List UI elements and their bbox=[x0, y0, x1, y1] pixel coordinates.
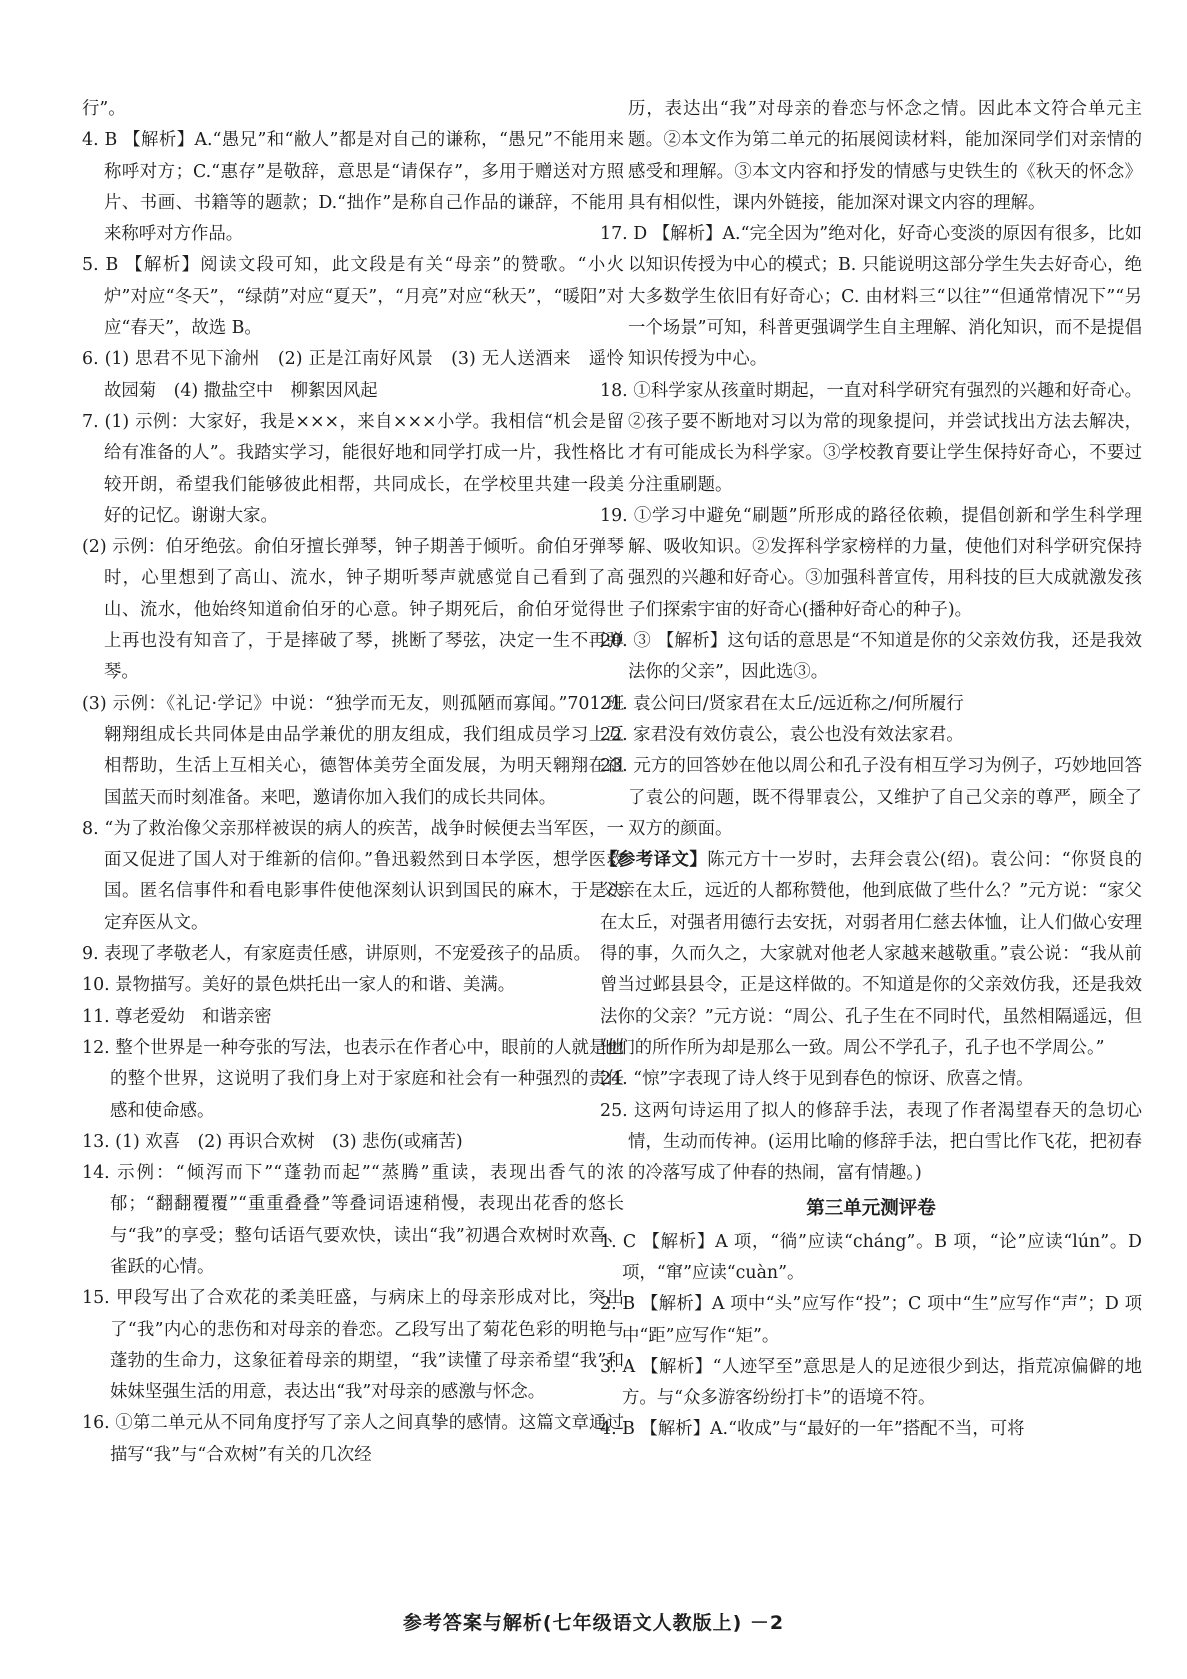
answer-5: 5. B 【解析】阅读文段可知，此文段是有关“母亲”的赞歌。“小火炉”对应“冬天”，“绿荫”对应“夏天”，“月亮”对应“秋天”，“暖阳”对应“春天”，故选 B。 bbox=[82, 255, 624, 339]
section3-answer-3: 3. A 【解析】“人迹罕至”意思是人的足迹很少到达，指荒凉偏僻的地方。与“众多游客纷纷打卡”的语境不符。 bbox=[600, 1356, 1142, 1409]
answer-22: 22. 家君没有效仿袁公，袁公也没有效法家君。 bbox=[600, 724, 964, 745]
answer-16-continued: 历，表达出“我”对母亲的眷恋与怀念之情。因此本文符合单元主题。②本文作为第二单元的拓展阅读材料，能加深同学们对亲情的感受和理解。③本文内容和抒发的情感与史铁生的《秋天的怀念》具有相似性，课内外链接，能加深对课文内容的理解。 bbox=[628, 99, 1142, 213]
section3-answer-2: 2. B 【解析】A 项中“头”应写作“投”；C 项中“生”应写作“声”；D 项中“距”应写作“矩”。 bbox=[600, 1294, 1142, 1346]
right-column bbox=[600, 94, 1142, 1446]
answer-25-note: (运用比喻的修辞手法，把白雪比作飞花，把初春的冷落写成了仲春的热闹，富有情趣。) bbox=[628, 1131, 1142, 1184]
section3-answer-4: 4. B 【解析】A.“收成”与“最好的一年”搭配不当，可将 bbox=[600, 1419, 1025, 1440]
answer-15: 15. 甲段写出了合欢花的柔美旺盛，与病床上的母亲形成对比，突出了“我”内心的悲伤和对母亲的眷恋。乙段写出了菊花色彩的明艳与蓬勃的生命力，这象征着母亲的期望，“我”读懂了母亲希望“我”和妹妹坚强生活的用意，表达出“我”对母亲的感激与怀念。 bbox=[82, 1288, 624, 1403]
answer-6: 6. (1) 思君不见下渝州 (2) 正是江南好风景 (3) 无人送酒来 遥怜故园菊 (4) 撒盐空中 柳絮因风起 bbox=[82, 349, 624, 401]
answer-7-1: 7. (1) 示例：大家好，我是×××，来自×××小学。我相信“机会是留给有准备的人”。我踏实学习，能很好地和同学打成一片，我性格比较开朗，希望我们能够彼此相帮，共同成长，在学校里共建一段美好的记忆。谢谢大家。 bbox=[82, 411, 624, 526]
answer-7-3: (3) 示例：《礼记·学记》中说：“独学而无友，则孤陋而寡闻。”701 班翱翔组成长共同体是由品学兼优的朋友组成，我们组成员学习上互相帮助，生活上互相关心，德智体美劳全面发展，为明天翱翔在祖国蓝天而时刻准备。来吧，邀请你加入我们的成长共同体。 bbox=[82, 693, 624, 808]
translation-label: 【参考译文】 bbox=[600, 850, 708, 871]
answer-continuation: 行”。 bbox=[82, 99, 126, 119]
answer-17: 17. D 【解析】A.“完全因为”绝对化，好奇心变淡的原因有很多，比如以知识传授为中心的模式；B. 只能说明这部分学生失去好奇心，绝大多数学生依旧有好奇心；C. 由材料三“以往”“但通常情况下”“另一个场景”可知，科普更强调学生自主理解、消化知识，而不是提倡知识传授为中心。 bbox=[600, 224, 1142, 370]
left-column bbox=[82, 94, 624, 1471]
answer-9: 9. 表现了孝敬老人，有家庭责任感，讲原则，不宠爱孩子的品质。 bbox=[82, 944, 592, 965]
answer-4: 4. B 【解析】A.“愚兄”和“敝人”都是对自己的谦称，“愚兄”不能用来称呼对方；C.“惠存”是敬辞，意思是“请保存”，多用于赠送对方照片、书画、书籍等的题款；D.“拙作”是称自己作品的谦辞，不能用来称呼对方作品。 bbox=[82, 130, 624, 245]
reference-translation bbox=[600, 845, 1142, 1064]
answer-19: 19. ①学习中避免“刷题”所形成的路径依赖，提倡创新和学生科学理解、吸收知识。②发挥科学家榜样的力量，使他们对科学研究保持强烈的兴趣和好奇心。③加强科普宣传，用科技的巨大成就激发孩子们探索宇宙的好奇心(播种好奇心的种子)。 bbox=[600, 505, 1142, 620]
answer-12: 12. 整个世界是一种夸张的写法，也表示在作者心中，眼前的人就是他的整个世界，这说明了我们身上对于家庭和社会有一种强烈的责任感和使命感。 bbox=[82, 1037, 624, 1121]
answer-18: 18. ①科学家从孩童时期起，一直对科学研究有强烈的兴趣和好奇心。②孩子要不断地对习以为常的现象提问，并尝试找出方法去解决，才有可能成长为科学家。③学校教育要让学生保持好奇心，不要过分注重刷题。 bbox=[600, 380, 1142, 495]
answer-14: 14. 示例：“倾泻而下”“蓬勃而起”“蒸腾”重读，表现出香气的浓郁；“翻翻覆覆”“重重叠叠”等叠词语速稍慢，表现出花香的悠长与“我”的享受；整句话语气要欢快，读出“我”初遇合欢树时欢喜、雀跃的心情。 bbox=[82, 1163, 624, 1277]
answer-7-2: (2) 示例：伯牙绝弦。俞伯牙擅长弹琴，钟子期善于倾听。俞伯牙弹琴时，心里想到了高山、流水，钟子期听琴声就感觉自己看到了高山、流水，他始终知道俞伯牙的心意。钟子期死后，俞伯牙觉得世上再也没有知音了，于是摔破了琴，挑断了琴弦，决定一生不再弹琴。 bbox=[82, 537, 624, 683]
page-footer: 参考答案与解析(七年级语文人教版上) －2 bbox=[402, 1612, 785, 1634]
answer-23: 23. 元方的回答妙在他以周公和孔子没有相互学习为例子，巧妙地回答了袁公的问题，既不得罪袁公，又维护了自己父亲的尊严，顾全了双方的颜面。 bbox=[600, 756, 1142, 839]
answer-21: 21. 袁公问曰/贤家君在太丘/远近称之/何所履行 bbox=[600, 693, 964, 714]
answer-16: 16. ①第二单元从不同角度抒写了亲人之间真挚的感情。这篇文章通过描写“我”与“合欢树”有关的几次经 bbox=[82, 1413, 624, 1465]
section3-answer-1: 1. C 【解析】A 项，“徜”应读“cháng”。B 项，“论”应读“lún”。D 项，“窜”应读“cuàn”。 bbox=[600, 1231, 1142, 1283]
answer-11: 11. 尊老爱幼 和谐亲密 bbox=[82, 1006, 272, 1027]
answer-25 bbox=[600, 1096, 1142, 1190]
answer-20: 20. ③ 【解析】这句话的意思是“不知道是你的父亲效仿我，还是我效法你的父亲”，因此选③。 bbox=[600, 631, 1142, 683]
translation-text: 陈元方十一岁时，去拜会袁公(绍)。袁公问：“你贤良的父亲在太丘，远近的人都称赞他，他到底做了些什么？”元方说：“家父在太丘，对强者用德行去安抚，对弱者用仁慈去体恤，让人们做心安理得的事，久而久之，大家就对他老人家越来越敬重。”袁公说：“我从前曾当过邺县县令，正是这样做的。不知道是你的父亲效仿我，还是我效法你的父亲？”元方说：“周公、孔子生在不同时代，虽然相隔遥远，但他们的所作所为却是那么一致。周公不学孔子，孔子也不学周公。” bbox=[600, 850, 1142, 1058]
answer-10: 10. 景物描写。美好的景色烘托出一家人的和谐、美满。 bbox=[82, 975, 516, 996]
answer-25-main: 25. 这两句诗运用了拟人的修辞手法，表现了作者渴望春天的急切心情，生动而传神。 bbox=[600, 1100, 1142, 1152]
answer-24: 24. “惊”字表现了诗人终于见到春色的惊讶、欣喜之情。 bbox=[600, 1069, 1034, 1090]
section-title: 第三单元测评卷 bbox=[806, 1198, 936, 1220]
answer-13: 13. (1) 欢喜 (2) 再识合欢树 (3) 悲伤(或痛苦) bbox=[82, 1131, 463, 1152]
answer-8: 8. “为了救治像父亲那样被误的病人的疾苦，战争时候便去当军医，一面又促进了国人对于维新的信仰。”鲁迅毅然到日本学医，想学医救国。匿名信事件和看电影事件使他深刻认识到国民的麻木，于是决定弃医从文。 bbox=[82, 818, 624, 933]
